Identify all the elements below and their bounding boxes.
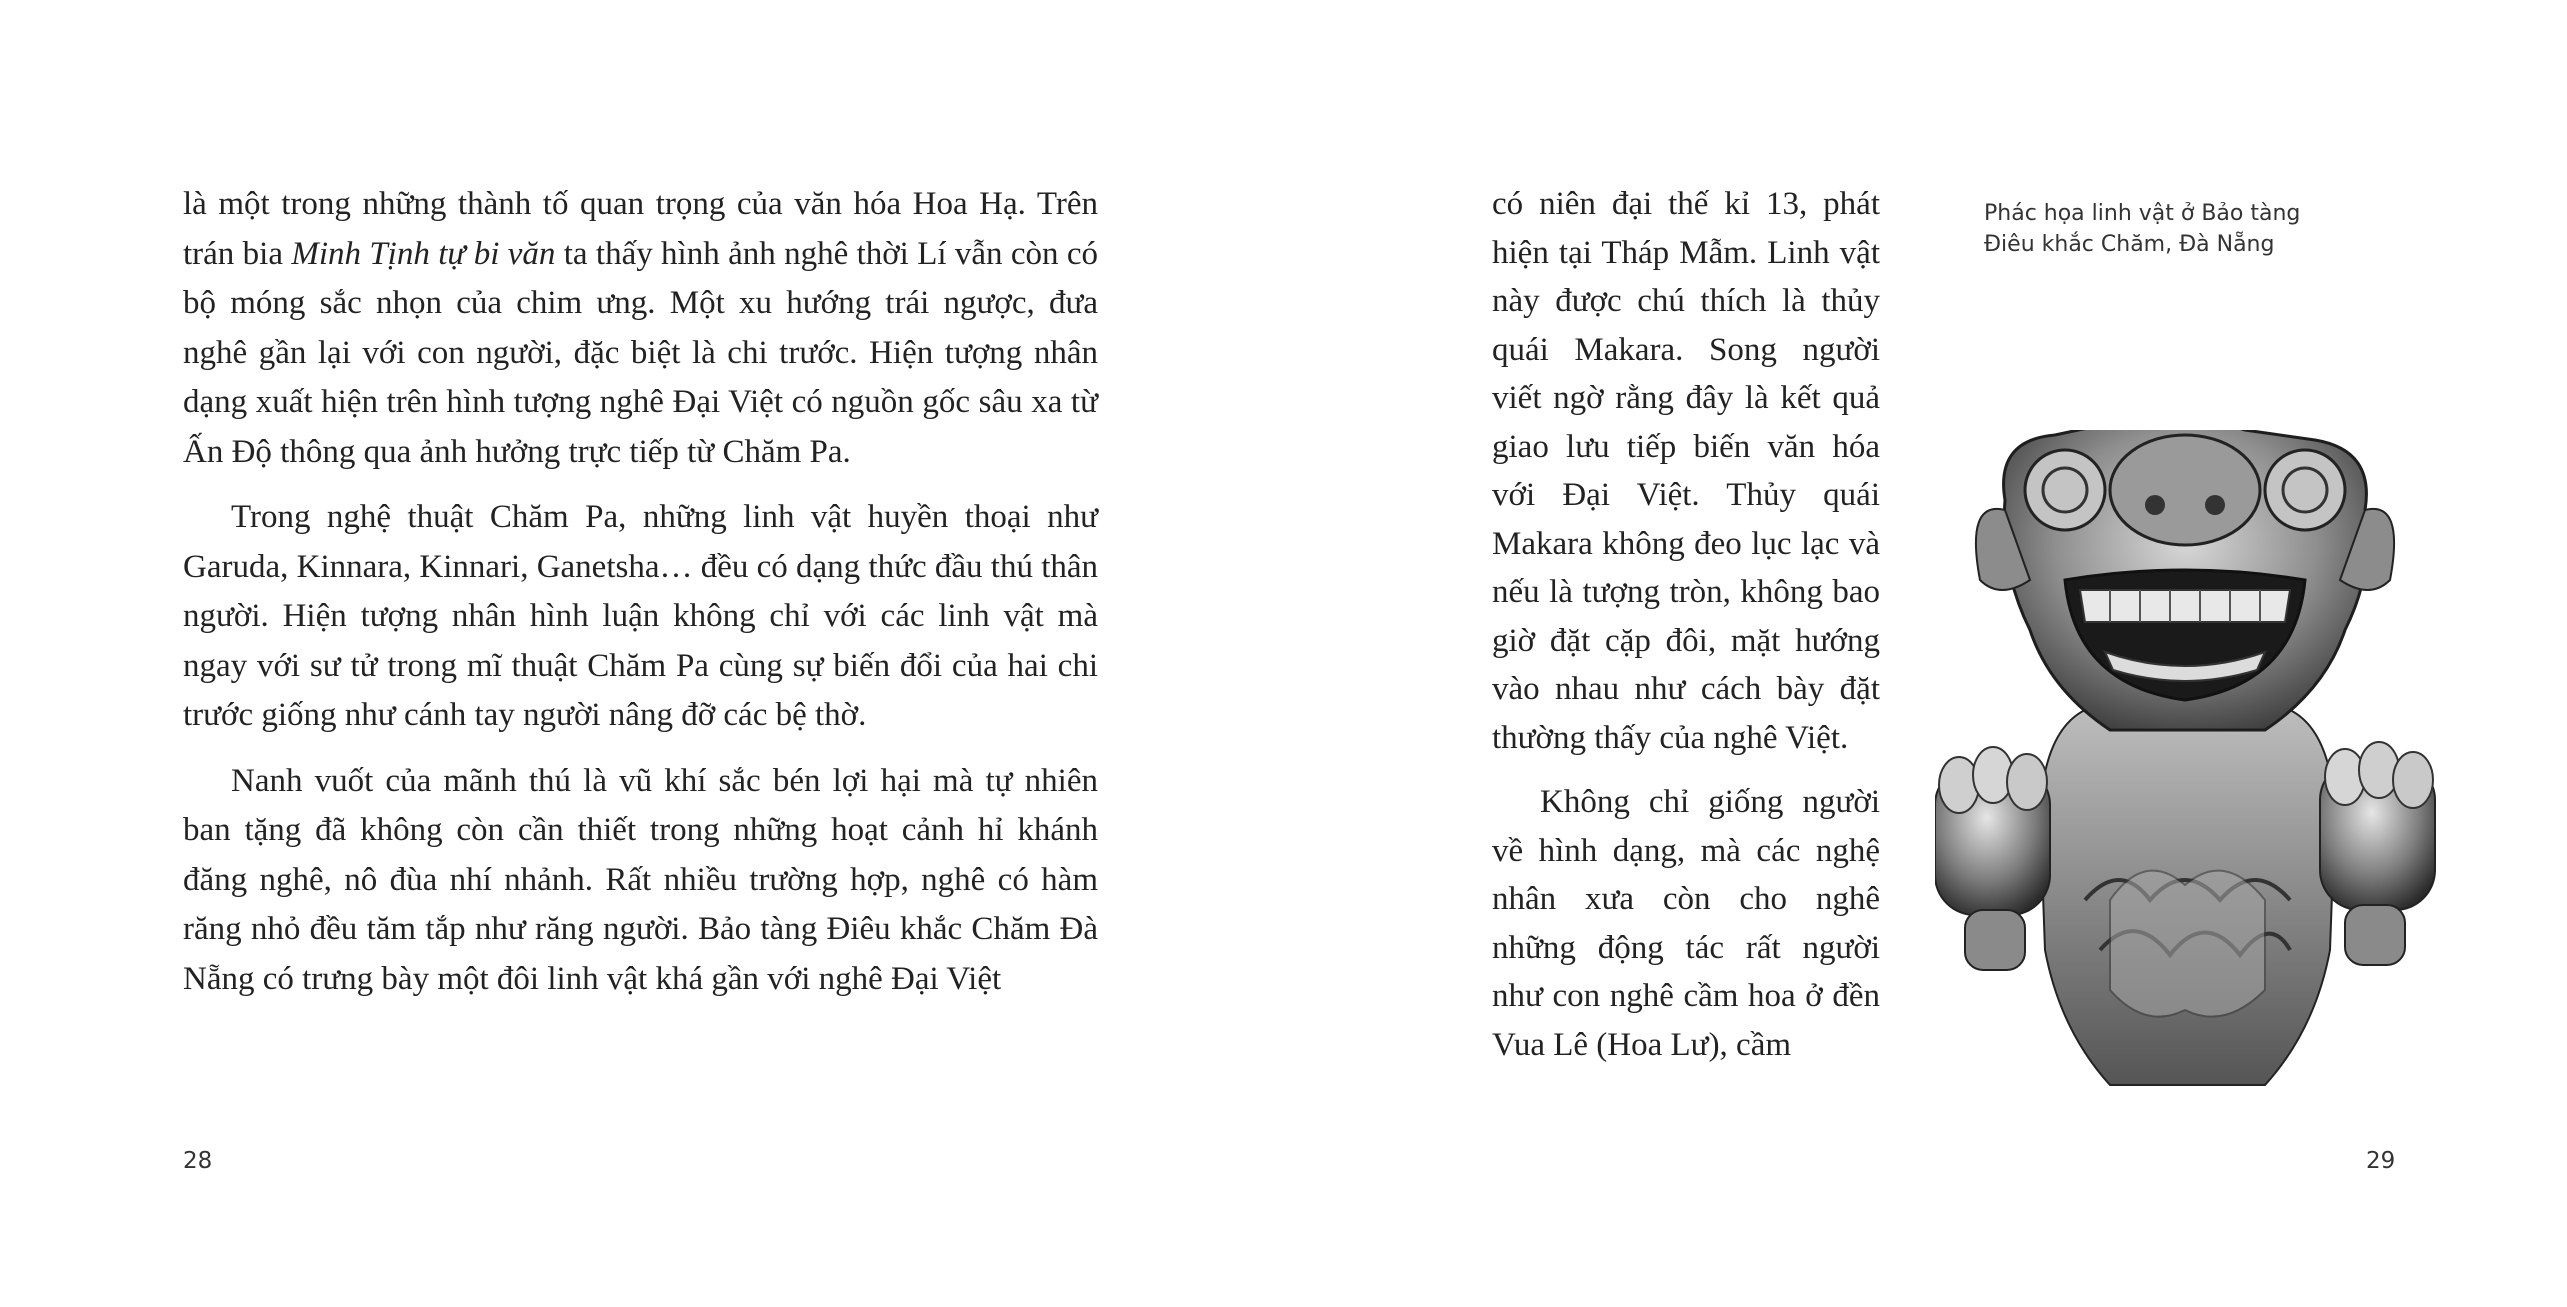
makara-sculpture-illustration: [1935, 430, 2440, 1100]
page-number-right: 29: [2366, 1148, 2396, 1174]
figure-caption: Phác họa linh vật ở Bảo tàng Điêu khắc Chăm, Đà Nẵng: [1984, 201, 2301, 257]
paragraph: có niên đại thế kỉ 13, phát hiện tại Tháp Mẫm. Linh vật này được chú thích là thủy quái Makara. Song người viết ngờ rằng đây là kết quả giao lưu tiếp biến văn hóa với Đại Việt. Thủy quái Makara không đeo lục lạc và nếu là tượng tròn, không bao giờ đặt cặp đôi, mặt hướng vào nhau như cách bày đặt thường thấy của nghê Việt.: [1492, 186, 1880, 756]
paragraph: là một trong những thành tố quan trọng của văn hóa Hoa Hạ. Trên trán bia Minh Tịnh tự bi văn ta thấy hình ảnh nghê thời Lí vẫn còn có bộ móng sắc nhọn của chim ưng. Một xu hướng trái ngược, đưa nghê gần lại với con người, đặc biệt là chi trước. Hiện tượng nhân dạng xuất hiện trên hình tượng nghê Đại Việt có nguồn gốc sâu xa từ Ấn Độ thông qua ảnh hưởng trực tiếp từ Chăm Pa.: [183, 186, 1099, 470]
paragraph: Nanh vuốt của mãnh thú là vũ khí sắc bén lợi hại mà tự nhiên ban tặng đã không còn cần thiết trong những hoạt cảnh hỉ khánh đăng nghê, nô đùa nhí nhảnh. Rất nhiều trường hợp, nghê có hàm răng nhỏ đều tăm tắp như răng người. Bảo tàng Điêu khắc Chăm Đà Nẵng có trưng bày một đôi linh vật khá gần với nghê Đại Việt: [183, 762, 1098, 997]
italic-title: Minh Tịnh tự bi văn: [291, 235, 556, 272]
right-fist: [2320, 742, 2435, 965]
page-number-left: 28: [183, 1148, 213, 1174]
right-page-body: [1492, 180, 1880, 1085]
paragraph: Trong nghệ thuật Chăm Pa, những linh vật huyền thoại như Garuda, Kinnara, Kinnari, Ganetsha… đều có dạng thức đầu thú thân người. Hiện tượng nhân hình luận không chỉ với các linh vật mà ngay với sư tử trong mĩ thuật Chăm Pa cùng sự biến đổi của hai chi trước giống như cánh tay người nâng đỡ các bệ thờ.: [183, 499, 1099, 733]
left-fist: [1935, 747, 2050, 970]
left-page-body: [183, 180, 1098, 1004]
makara-head: [1976, 430, 2394, 730]
paragraph: Không chỉ giống người về hình dạng, mà các nghệ nhân xưa còn cho nghê những động tác rất người như con nghê cầm hoa ở đền Vua Lê (Hoa Lư), cầm: [1492, 784, 1880, 1063]
